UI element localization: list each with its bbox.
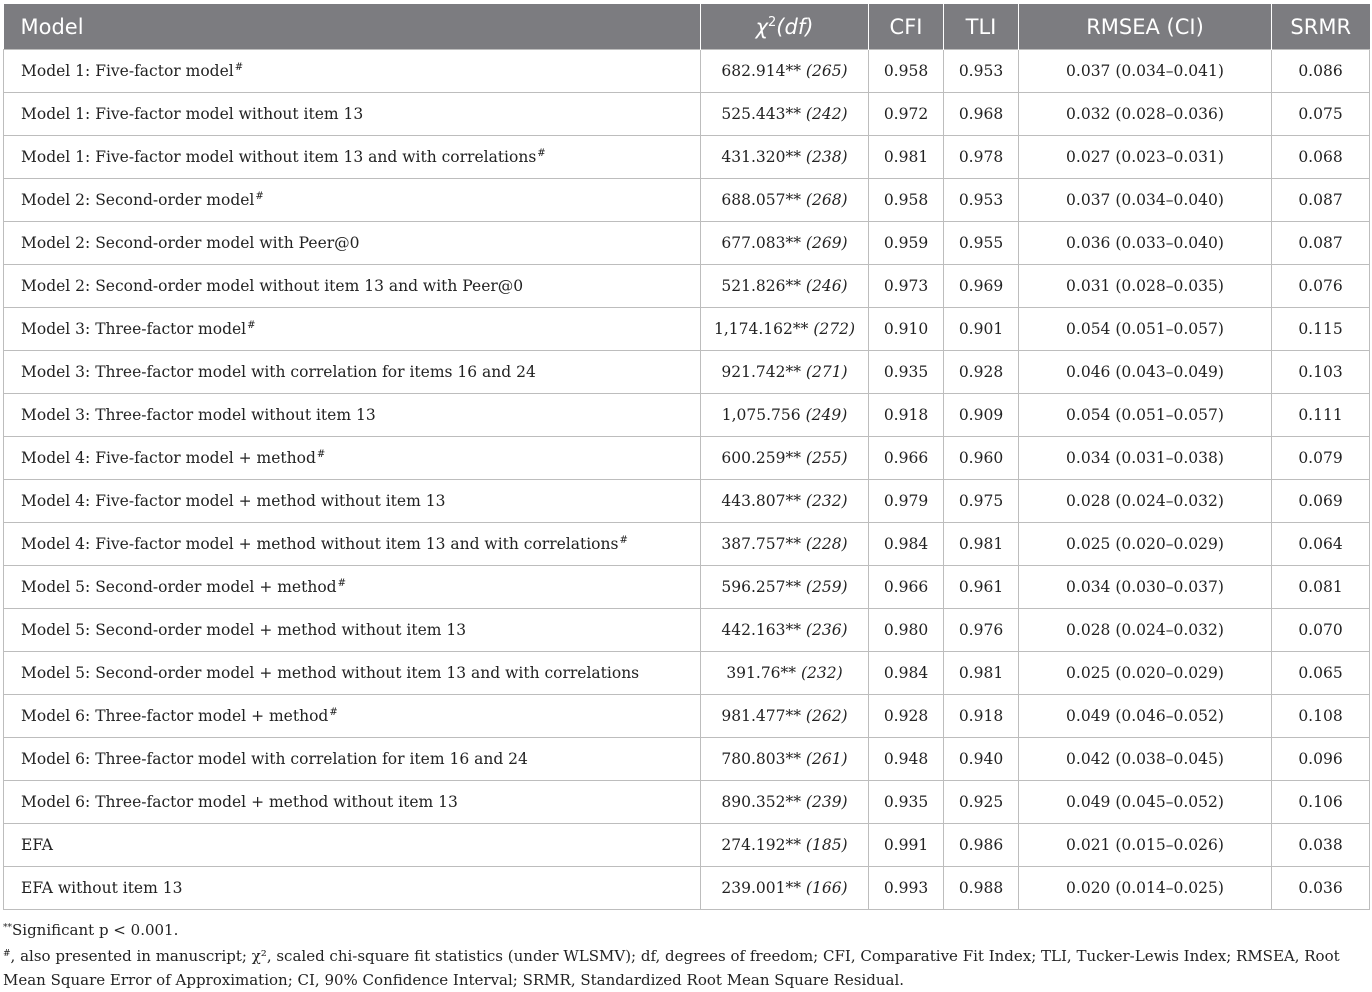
table-row [4, 179, 1370, 222]
cell-srmr: 0.065 [1272, 652, 1370, 695]
cell-model: Model 6: Three-factor model with correlation for item 16 and 24 [4, 738, 701, 781]
cell-model: Model 3: Three-factor model with correlation for items 16 and 24 [4, 351, 701, 394]
header-rmsea: RMSEA (CI) [1019, 4, 1272, 50]
cell-srmr: 0.076 [1272, 265, 1370, 308]
table-row [4, 695, 1370, 738]
cell-chi-square: 890.352** (239) [701, 781, 869, 824]
cell-model: Model 1: Five-factor model without item 13 and with correlations# [4, 136, 701, 179]
cell-cfi: 0.972 [869, 93, 944, 136]
table-row [4, 781, 1370, 824]
cell-tli: 0.909 [944, 394, 1019, 437]
table-row [4, 394, 1370, 437]
cell-chi-square: 431.320** (238) [701, 136, 869, 179]
cell-cfi: 0.991 [869, 824, 944, 867]
cell-model: Model 4: Five-factor model + method without item 13 [4, 480, 701, 523]
footnote-mark: # [619, 535, 628, 546]
cell-tli: 0.975 [944, 480, 1019, 523]
cell-chi-square: 682.914** (265) [701, 50, 869, 93]
cell-model: Model 4: Five-factor model + method without item 13 and with correlations# [4, 523, 701, 566]
cell-chi-square: 780.803** (261) [701, 738, 869, 781]
cell-srmr: 0.081 [1272, 566, 1370, 609]
cell-tli: 0.968 [944, 93, 1019, 136]
table-row [4, 738, 1370, 781]
cell-rmsea: 0.028 (0.024–0.032) [1019, 480, 1272, 523]
table-row [4, 480, 1370, 523]
header-model: Model [4, 4, 701, 50]
header-srmr: SRMR [1272, 4, 1370, 50]
cell-rmsea: 0.046 (0.043–0.049) [1019, 351, 1272, 394]
cell-model: Model 6: Three-factor model + method# [4, 695, 701, 738]
table-row [4, 609, 1370, 652]
cell-tli: 0.955 [944, 222, 1019, 265]
cell-model: Model 6: Three-factor model + method without item 13 [4, 781, 701, 824]
cell-tli: 0.969 [944, 265, 1019, 308]
table-row [4, 50, 1370, 93]
cell-srmr: 0.079 [1272, 437, 1370, 480]
header-row [4, 4, 1370, 50]
cell-model: Model 2: Second-order model# [4, 179, 701, 222]
fit-statistics-table [3, 4, 1370, 910]
cell-tli: 0.940 [944, 738, 1019, 781]
table-row [4, 437, 1370, 480]
cell-srmr: 0.070 [1272, 609, 1370, 652]
cell-srmr: 0.038 [1272, 824, 1370, 867]
cell-cfi: 0.935 [869, 781, 944, 824]
cell-rmsea: 0.028 (0.024–0.032) [1019, 609, 1272, 652]
cell-cfi: 0.918 [869, 394, 944, 437]
cell-rmsea: 0.021 (0.015–0.026) [1019, 824, 1272, 867]
cell-cfi: 0.980 [869, 609, 944, 652]
cell-cfi: 0.935 [869, 351, 944, 394]
cell-chi-square: 274.192** (185) [701, 824, 869, 867]
cell-chi-square: 442.163** (236) [701, 609, 869, 652]
cell-model: Model 4: Five-factor model + method# [4, 437, 701, 480]
footnote-mark: # [316, 449, 326, 460]
cell-cfi: 0.958 [869, 50, 944, 93]
header-cfi: CFI [869, 4, 944, 50]
cell-rmsea: 0.037 (0.034–0.040) [1019, 179, 1272, 222]
cell-rmsea: 0.037 (0.034–0.041) [1019, 50, 1272, 93]
footnote-mark: # [537, 148, 546, 159]
cell-cfi: 0.928 [869, 695, 944, 738]
header-tli: TLI [944, 4, 1019, 50]
cell-chi-square: 677.083** (269) [701, 222, 869, 265]
cell-rmsea: 0.025 (0.020–0.029) [1019, 652, 1272, 695]
cell-chi-square: 1,174.162** (272) [701, 308, 869, 351]
cell-chi-square: 981.477** (262) [701, 695, 869, 738]
cell-rmsea: 0.049 (0.046–0.052) [1019, 695, 1272, 738]
cell-srmr: 0.086 [1272, 50, 1370, 93]
cell-chi-square: 688.057** (268) [701, 179, 869, 222]
cell-cfi: 0.979 [869, 480, 944, 523]
cell-srmr: 0.036 [1272, 867, 1370, 910]
cell-chi-square: 596.257** (259) [701, 566, 869, 609]
significance-note: **Significant p < 0.001. [3, 921, 179, 939]
cell-chi-square: 239.001** (166) [701, 867, 869, 910]
cell-tli: 0.953 [944, 179, 1019, 222]
abbreviation-note: #, also presented in manuscript; χ², scaled chi-square fit statistics (under WLSMV); df, degrees of freedom; CFI, Comparative Fit Index; TLI, Tucker-Lewis Index; RMSEA, Root Mean Square Error of Approximation; CI, 90% Confidence Interval; SRMR, Standardized Root Mean Square Residual. [3, 947, 1340, 989]
cell-cfi: 0.958 [869, 179, 944, 222]
cell-tli: 0.976 [944, 609, 1019, 652]
cell-model: Model 3: Three-factor model without item 13 [4, 394, 701, 437]
cell-srmr: 0.087 [1272, 179, 1370, 222]
cell-chi-square: 921.742** (271) [701, 351, 869, 394]
table-row [4, 222, 1370, 265]
cell-model: Model 2: Second-order model with Peer@0 [4, 222, 701, 265]
cell-srmr: 0.108 [1272, 695, 1370, 738]
cell-srmr: 0.096 [1272, 738, 1370, 781]
cell-chi-square: 521.826** (246) [701, 265, 869, 308]
cell-model: EFA without item 13 [4, 867, 701, 910]
table-row [4, 265, 1370, 308]
cell-tli: 0.918 [944, 695, 1019, 738]
footnote-mark: # [247, 320, 256, 331]
table-row [4, 351, 1370, 394]
cell-rmsea: 0.020 (0.014–0.025) [1019, 867, 1272, 910]
cell-cfi: 0.984 [869, 523, 944, 566]
cell-rmsea: 0.054 (0.051–0.057) [1019, 308, 1272, 351]
cell-model: Model 2: Second-order model without item 13 and with Peer@0 [4, 265, 701, 308]
cell-cfi: 0.966 [869, 437, 944, 480]
cell-rmsea: 0.025 (0.020–0.029) [1019, 523, 1272, 566]
cell-cfi: 0.959 [869, 222, 944, 265]
cell-tli: 0.901 [944, 308, 1019, 351]
cell-model: Model 5: Second-order model + method without item 13 and with correlations [4, 652, 701, 695]
cell-srmr: 0.111 [1272, 394, 1370, 437]
footnote-mark: # [337, 578, 346, 589]
cell-chi-square: 600.259** (255) [701, 437, 869, 480]
cell-srmr: 0.115 [1272, 308, 1370, 351]
cell-chi-square: 443.807** (232) [701, 480, 869, 523]
cell-srmr: 0.106 [1272, 781, 1370, 824]
cell-model: Model 5: Second-order model + method# [4, 566, 701, 609]
cell-cfi: 0.966 [869, 566, 944, 609]
cell-model: EFA [4, 824, 701, 867]
cell-srmr: 0.075 [1272, 93, 1370, 136]
cell-cfi: 0.984 [869, 652, 944, 695]
cell-tli: 0.960 [944, 437, 1019, 480]
footnote-mark: # [329, 707, 338, 718]
cell-tli: 0.981 [944, 652, 1019, 695]
cell-rmsea: 0.034 (0.030–0.037) [1019, 566, 1272, 609]
table-body [4, 50, 1370, 910]
cell-tli: 0.986 [944, 824, 1019, 867]
table-footnotes [3, 916, 1369, 992]
cell-model: Model 5: Second-order model + method without item 13 [4, 609, 701, 652]
cell-tli: 0.978 [944, 136, 1019, 179]
cell-cfi: 0.973 [869, 265, 944, 308]
cell-tli: 0.925 [944, 781, 1019, 824]
cell-srmr: 0.068 [1272, 136, 1370, 179]
table-row [4, 308, 1370, 351]
cell-srmr: 0.103 [1272, 351, 1370, 394]
cell-model: Model 1: Five-factor model without item 13 [4, 93, 701, 136]
table-row [4, 523, 1370, 566]
cell-cfi: 0.948 [869, 738, 944, 781]
cell-model: Model 1: Five-factor model# [4, 50, 701, 93]
cell-cfi: 0.981 [869, 136, 944, 179]
cell-chi-square: 387.757** (228) [701, 523, 869, 566]
header-chi-square: $\chi^2(df)$ [701, 4, 869, 50]
footnote-mark: # [255, 191, 264, 202]
cell-rmsea: 0.032 (0.028–0.036) [1019, 93, 1272, 136]
cell-model: Model 3: Three-factor model# [4, 308, 701, 351]
cell-srmr: 0.069 [1272, 480, 1370, 523]
cell-chi-square: 525.443** (242) [701, 93, 869, 136]
cell-rmsea: 0.042 (0.038–0.045) [1019, 738, 1272, 781]
cell-rmsea: 0.036 (0.033–0.040) [1019, 222, 1272, 265]
cell-tli: 0.961 [944, 566, 1019, 609]
cell-chi-square: 391.76** (232) [701, 652, 869, 695]
cell-chi-square: 1,075.756 (249) [701, 394, 869, 437]
cell-tli: 0.988 [944, 867, 1019, 910]
cell-tli: 0.953 [944, 50, 1019, 93]
cell-rmsea: 0.027 (0.023–0.031) [1019, 136, 1272, 179]
table-row [4, 824, 1370, 867]
cell-cfi: 0.993 [869, 867, 944, 910]
table-row [4, 136, 1370, 179]
cell-cfi: 0.910 [869, 308, 944, 351]
cell-rmsea: 0.031 (0.028–0.035) [1019, 265, 1272, 308]
cell-srmr: 0.087 [1272, 222, 1370, 265]
table-row [4, 652, 1370, 695]
table-row [4, 566, 1370, 609]
table-row [4, 93, 1370, 136]
footnote-mark: # [234, 62, 244, 73]
fit-table-container [3, 4, 1369, 910]
cell-tli: 0.928 [944, 351, 1019, 394]
cell-rmsea: 0.054 (0.051–0.057) [1019, 394, 1272, 437]
cell-rmsea: 0.034 (0.031–0.038) [1019, 437, 1272, 480]
cell-tli: 0.981 [944, 523, 1019, 566]
cell-srmr: 0.064 [1272, 523, 1370, 566]
table-row [4, 867, 1370, 910]
cell-rmsea: 0.049 (0.045–0.052) [1019, 781, 1272, 824]
